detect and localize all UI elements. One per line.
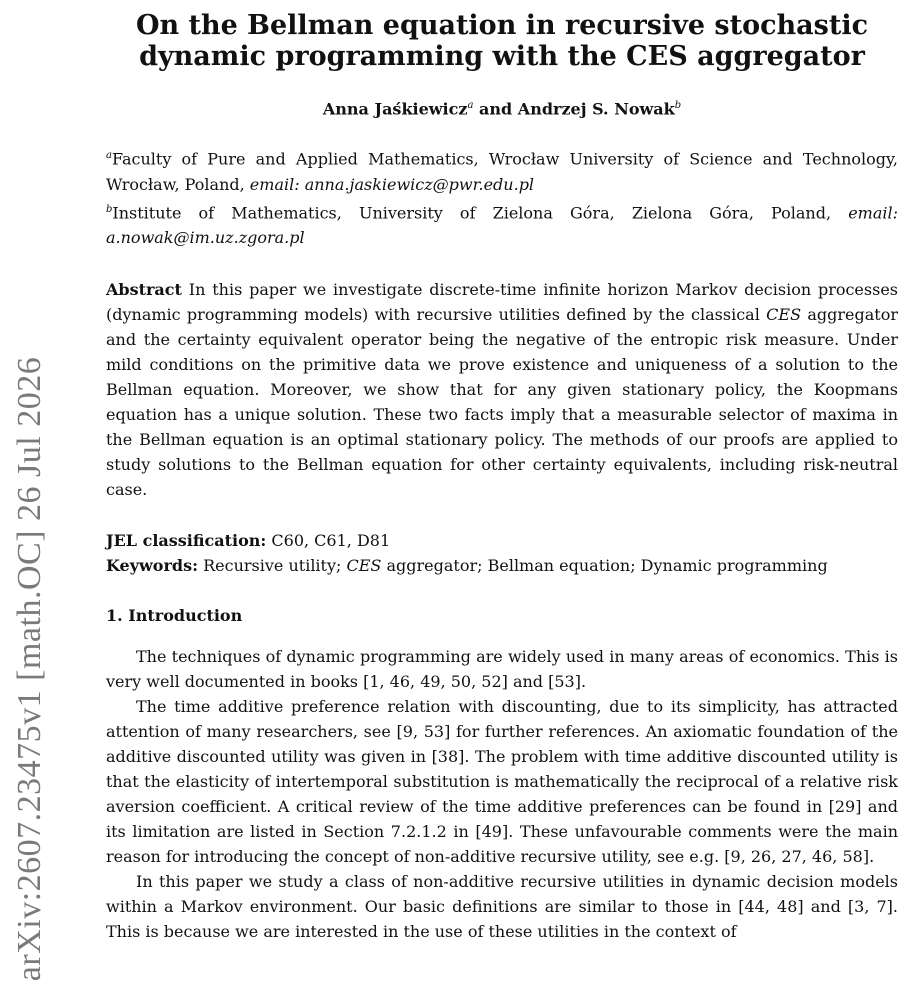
paper-title: On the Bellman equation in recursive stochastic dynamic programming with the CES aggregator — [135, 10, 869, 72]
abstract-text-part-1: In this paper we investigate discrete-time infinite horizon Markov decision processes (dynamic programming models) with recursive utilities defined by the classical — [106, 279, 898, 324]
affiliation-b-mark: b — [106, 203, 113, 215]
intro-paragraph-1: The techniques of dynamic programming are widely used in many areas of economics. This is very well documented in books [1, 46, 49, 50, 52] and [53]. — [106, 646, 898, 691]
jel-label: JEL classification: — [106, 530, 267, 550]
keywords — [106, 553, 898, 578]
keywords-part-2: aggregator; Bellman equation; Dynamic programming — [386, 555, 828, 575]
section-heading-introduction: 1. Introduction — [106, 605, 243, 625]
jel-classification — [106, 528, 898, 553]
affiliation-a — [106, 143, 898, 196]
intro-paragraph-2: The time additive preference relation with discounting, due to its simplicity, has attracted attention of many researchers, see [9, 53] for further references. An axiomatic foundation of the additive discounted utility was given in [38]. The problem with time additive discounted utility is that the elasticity of intertemporal substitution is mathematically the reciprocal of a relative risk aversion coefficient. A critical review of the time additive preferences can be found in [29] and its limitation are listed in Section 7.2.1.2 in [49]. These unfavourable comments were the main reason for introducing the concept of non-additive recursive utility, see e.g. [9, 26, 27, 46, 58]. — [106, 696, 898, 866]
author-1-mark: a — [467, 100, 474, 111]
paper-content — [106, 10, 898, 944]
affiliation-b-email[interactable]: a.nowak@im.uz.zgora.pl — [106, 227, 305, 247]
intro-paragraph-3: In this paper we study a class of non-additive recursive utilities in dynamic decision models within a Markov environment. Our basic definitions are similar to those in [44, 48] and [3, 7]. This is because we are interested in the use of these utilities in the context of — [106, 871, 898, 941]
jel-value: C60, C61, D81 — [271, 530, 391, 550]
arxiv-identifier-stamp: arXiv:2607.23475v1 [math.OC] 26 Jul 2026 — [11, 356, 48, 982]
keywords-part-1: Recursive utility; — [203, 555, 342, 575]
abstract-ces-term: CES — [766, 304, 802, 324]
abstract-text-part-2: aggregator and the certainty equivalent operator being the negative of the entropic risk measure. Under mild conditions on the primitive data we prove existence and uniqueness of a solution to the Bellman equation. Moreover, we show that for any given stationary policy, the Koopmans equation has a unique solution. These two facts imply that a measurable selector of maxima in the Bellman equation is an optimal stationary policy. The methods of our proofs are applied to study solutions to the Bellman equation for other certainty equivalents, including risk-neutral case. — [106, 304, 898, 499]
abstract — [106, 277, 898, 502]
abstract-label: Abstract — [106, 279, 182, 299]
affiliation-a-text: Faculty of Pure and Applied Mathematics, Wrocław University of Science and Technology, Wrocław, Poland, — [106, 149, 898, 194]
author-2-mark: b — [674, 100, 682, 111]
affiliation-a-email[interactable]: anna.jaskiewicz@pwr.edu.pl — [304, 174, 535, 194]
keywords-ces-term: CES — [346, 555, 382, 575]
author-2-name: Andrzej S. Nowak — [517, 99, 675, 119]
affiliation-a-mark: a — [106, 150, 112, 162]
affiliation-b-text: Institute of Mathematics, University of Zielona Góra, Zielona Góra, Poland, — [112, 202, 832, 222]
author-1-name: Anna Jaśkiewicz — [322, 99, 468, 119]
affiliations — [106, 143, 898, 250]
affiliation-a-email-label: email: — [249, 174, 300, 194]
affiliation-b — [106, 197, 898, 250]
author-joiner: and — [479, 99, 513, 119]
keywords-label: Keywords: — [106, 555, 199, 575]
classification-block — [106, 528, 898, 578]
author-line — [106, 96, 898, 119]
affiliation-b-email-label: email: — [848, 202, 899, 222]
